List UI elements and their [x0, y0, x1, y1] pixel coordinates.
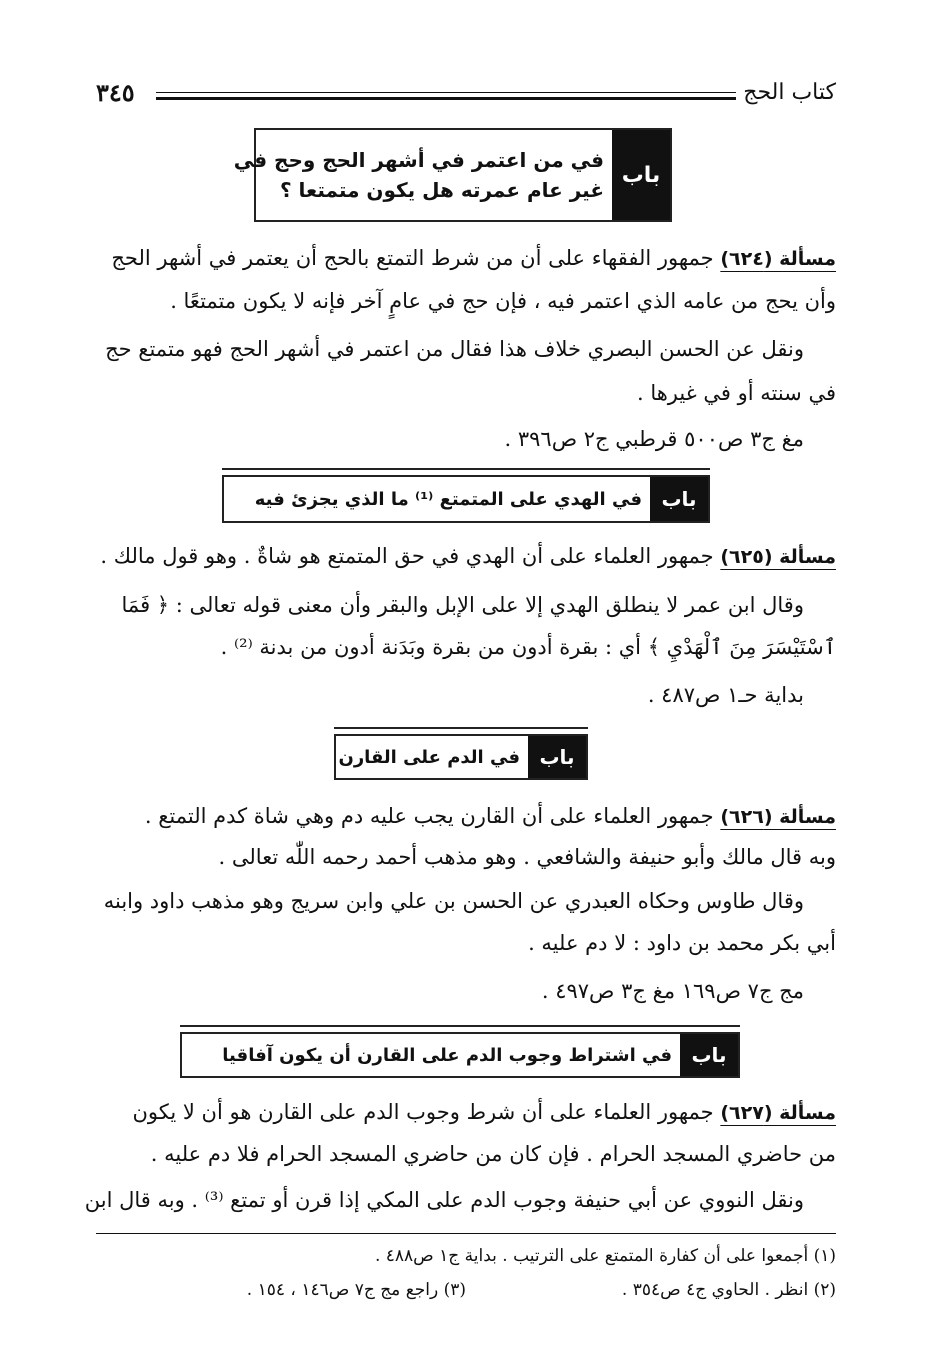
chapter-title-line1: في من اعتمر في أشهر الحج وحج في	[233, 148, 604, 172]
text: جمهور العلماء على أن شرط وجوب الدم على القارن هو أن لا يكون	[132, 1100, 714, 1124]
chapter-title: في الدم على القارن	[338, 746, 520, 768]
footnote-rule	[96, 1233, 836, 1234]
reference: مج ج٧ ص١٦٩ مغ ج٣ ص٤٩٧ .	[541, 979, 804, 1003]
running-header	[96, 78, 836, 114]
paragraph-line: ٱسْتَيْسَرَ مِنَ ٱلْهَدْيِ ﴾ أي : بقرة أدون من بقرة وبَدَنة أدون من بدنة ⁽²⁾ .	[220, 635, 836, 659]
bab-label: باب	[680, 1034, 738, 1076]
chapter-heading-4	[180, 1032, 740, 1078]
paragraph-line: أبي بكر محمد بن داود : لا دم عليه .	[528, 931, 836, 955]
masala-number: مسألة (٦٢٧)	[720, 1102, 836, 1124]
heading-overline	[334, 727, 588, 729]
paragraph-line: ونقل عن الحسن البصري خلاف هذا فقال من اعتمر في أشهر الحج فهو متمتع حج	[105, 337, 804, 361]
paragraph-line: من حاضري المسجد الحرام . فإن كان من حاضري المسجد الحرام فلا دم عليه .	[150, 1142, 836, 1166]
text: جمهور العلماء على أن القارن يجب عليه دم وهي شاة كدم التمتع .	[144, 804, 714, 828]
paragraph-line	[100, 243, 836, 274]
text: جمهور الفقهاء على أن من شرط التمتع بالحج أن يعتمر في أشهر الحج	[111, 246, 714, 270]
bab-label: باب	[528, 736, 586, 778]
header-rule	[156, 92, 736, 93]
heading-overline	[180, 1025, 740, 1027]
footnote-2: (٢) انظر . الحاوي ج٤ ص٣٥٤ .	[621, 1280, 836, 1300]
page-number: ٣٤٥	[96, 78, 135, 107]
chapter-title-line2: غير عام عمرته هل يكون متمتعا ؟	[279, 178, 604, 202]
reference: بداية حـ١ ص٤٨٧ .	[647, 683, 804, 707]
chapter-heading-2	[222, 475, 710, 523]
paragraph-line: وقال طاوس وحكاه العبدري عن الحسن بن علي وابن سريج وهو مذهب داود وابنه	[103, 889, 804, 913]
bab-label: باب	[650, 477, 708, 521]
book-title: كتاب الحج	[743, 80, 836, 105]
text: جمهور العلماء على أن الهدي في حق المتمتع هو شاةٌ . وهو قول مالك .	[100, 544, 714, 568]
header-rule-thick	[156, 97, 736, 100]
chapter-title: في اشتراط وجوب الدم على القارن أن يكون آفاقيا	[222, 1044, 672, 1066]
paragraph-line: ونقل النووي عن أبي حنيفة وجوب الدم على المكي إذا قرن أو تمتع ⁽³⁾ . وبه قال ابن	[84, 1188, 804, 1212]
chapter-heading-3	[334, 734, 588, 780]
masala-number: مسألة (٦٢٥)	[720, 546, 836, 568]
chapter-title	[233, 130, 604, 220]
bab-label: باب	[612, 130, 670, 220]
paragraph-line: وأن يحج من عامه الذي اعتمر فيه ، فإن حج في عامٍ آخر فإنه لا يكون متمتعًا .	[170, 289, 836, 313]
masala-number: مسألة (٦٢٦)	[720, 806, 836, 828]
footnote-1: (١) أجمعوا على أن كفارة المتمتع على الترتيب . بداية ج١ ص٤٨٨ .	[374, 1246, 836, 1266]
paragraph-line: وبه قال مالك وأبو حنيفة والشافعي . وهو مذهب أحمد رحمه اللّٰه تعالى .	[218, 845, 836, 869]
chapter-heading-1	[233, 128, 672, 222]
footnote-3: (٣) راجع مج ج٧ ص١٤٦ ، ١٥٤ .	[246, 1280, 466, 1300]
reference: مغ ج٣ ص٥٠٠ قرطبي ج٢ ص٣٩٦ .	[504, 427, 804, 451]
masala-number: مسألة (٦٢٤)	[720, 248, 836, 270]
paragraph-line	[100, 801, 836, 832]
paragraph-line: في سنته أو في غيرها .	[636, 381, 836, 405]
chapter-title: في الهدي على المتمتع ⁽¹⁾ ما الذي يجزئ فيه	[254, 488, 642, 510]
paragraph-line	[100, 541, 836, 572]
paragraph-line: وقال ابن عمر لا ينطلق الهدي إلا على الإبل والبقر وأن معنى قوله تعالى : ﴿ فَمَا	[121, 593, 804, 617]
heading-overline	[222, 468, 710, 470]
paragraph-line	[100, 1097, 836, 1128]
